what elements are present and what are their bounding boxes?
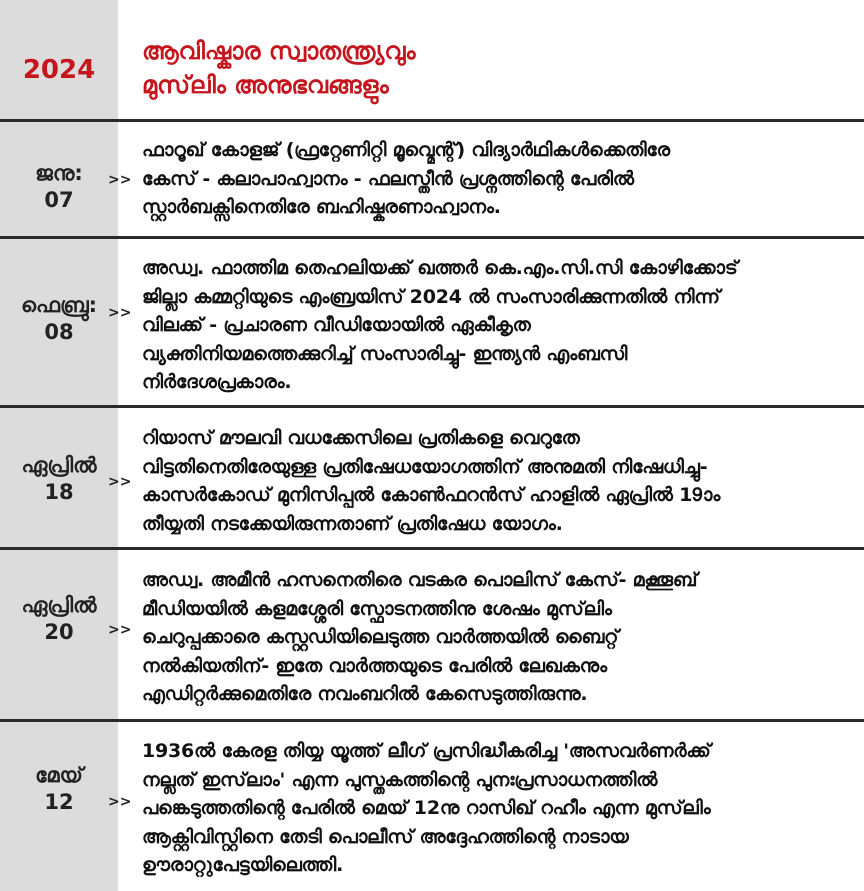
date-column-background <box>0 0 118 891</box>
entry-text <box>142 737 857 880</box>
entry-date-number: 08 <box>44 320 74 344</box>
entry-line: സ്റ്റാർബക്സിനെതിരേ ബഹിഷ്കരണാഹ്വാനം. <box>142 196 501 218</box>
row-divider <box>0 719 864 722</box>
entry-date-number: 07 <box>44 188 74 212</box>
arrow-marker: >> <box>108 305 132 321</box>
entry-date <box>0 762 118 816</box>
entry-date-number: 12 <box>44 790 74 814</box>
entry-text <box>142 566 857 709</box>
entry-text <box>142 136 857 222</box>
arrow-marker: >> <box>108 172 132 188</box>
entry-date-number: 20 <box>44 620 74 644</box>
entry-text <box>142 254 857 397</box>
row-divider <box>0 119 864 122</box>
entry-line: ഊരാറ്റുപേട്ടയിലെത്തി. <box>142 854 344 876</box>
entry-date <box>0 592 118 646</box>
entry-line: റിയാസ് മൗലവി വധക്കേസിലെ പ്രതികളെ വെറുതേ <box>142 427 580 449</box>
header-title-line: ആവിഷ്കാര സ്വാതന്ത്ര്യവും <box>142 37 416 65</box>
entry-line: 1936ൽ കേരള തിയ്യ യൂത്ത് ലീഗ് പ്രസിദ്ധീകരിച്ച 'അസവർണർക്ക് <box>142 740 711 762</box>
entry-line: കാസർകോഡ് മുനിസിപ്പൽ കോൺഫറൻസ് ഹാളിൽ ഏപ്രിൽ 19ാം <box>142 484 721 506</box>
row-divider <box>0 547 864 550</box>
entry-line: അഡ്വ. അമീൻ ഹസനെതിരെ വടകര പൊലിസ് കേസ്- മക്തൂബ് <box>142 569 698 591</box>
entry-line: ആക്റ്റിവിസ്റ്റിനെ തേടി പൊലീസ് അദ്ദേഹത്തിന്റെ നാടായ <box>142 825 629 848</box>
entry-text <box>142 424 857 538</box>
row-divider <box>0 236 864 239</box>
entry-line: വിട്ടതിനെതിരേയുള്ള പ്രതിഷേധയോഗത്തിന് അനുമതി നിഷേധിച്ചു- <box>142 455 708 478</box>
entry-line: ജില്ലാ കമ്മറ്റിയുടെ എംബ്രയിസ് 2024 ൽ സംസാരിക്കുന്നതിൽ നിന്ന് <box>142 285 720 308</box>
entry-date <box>0 292 118 346</box>
entry-line: നൽകിയതിന്- ഇതേ വാർത്തയുടെ പേരിൽ ലേഖകനും <box>142 654 607 677</box>
entry-date-number: 18 <box>44 480 74 504</box>
header-title <box>142 34 842 102</box>
entry-line: ചെറുപ്പക്കാരെ കസ്റ്റഡിയിലെടുത്ത വാർത്തയിൽ ബൈറ്റ് <box>142 626 619 648</box>
entry-line: വിലക്ക് - പ്രചാരണ വീഡിയോയിൽ ഏകീകൃത <box>142 314 531 336</box>
entry-line: നിർദേശപ്രകാരം. <box>142 371 292 393</box>
entry-date-label: ജനു: <box>35 161 83 185</box>
arrow-marker: >> <box>108 474 132 490</box>
entry-date-label: ഏപ്രിൽ <box>21 453 97 477</box>
entry-line: എഡിറ്റർക്കുമെതിരേ നവംബറിൽ കേസെടുത്തിരുന്നു. <box>142 683 588 705</box>
header-title-line: മുസ്‌ലിം അനുഭവങ്ങളും <box>142 71 389 99</box>
entry-line: ഫാറൂഖ് കോളജ് (ഫ്രറ്റേണിറ്റി മൂവ്മെന്റ്) വിദ്യാർഥികൾക്കെതിരേ <box>142 139 670 161</box>
entry-line: പങ്കെടുത്തതിന്റെ പേരിൽ മെയ് 12നു റാസിഖ് റഹീം എന്ന മുസ്‌ലിം <box>142 797 711 819</box>
entry-date-label: ഫെബ്രു: <box>20 293 98 317</box>
entry-date-label: ഏപ്രിൽ <box>21 593 97 617</box>
arrow-marker: >> <box>108 794 132 810</box>
entry-line: കേസ് - കലാപാഹ്വാനം - ഫലസ്തീൻ പ്രശ്നത്തിന്റെ പേരിൽ <box>142 167 634 190</box>
entry-line: മീഡിയയിൽ കളമശ്ശേരി സ്ഫോടനത്തിനു ശേഷം മുസ്‌ലിം <box>142 597 612 620</box>
entry-line: അഡ്വ. ഫാത്തിമ തെഹലിയക്ക് ഖത്തർ കെ.എം.സി.സി കോഴിക്കോട് <box>142 257 738 279</box>
entry-date <box>0 160 118 214</box>
header-year: 2024 <box>22 55 96 85</box>
entry-line: നല്ലത് ഇസ്‌ലാം' എന്ന പുസ്തകത്തിന്റെ പുനഃപ്രസാധനത്തിൽ <box>142 768 658 791</box>
row-divider <box>0 405 864 408</box>
entry-date <box>0 452 118 506</box>
entry-date-label: മേയ് <box>35 763 83 787</box>
entry-line: വ്യക്തിനിയമത്തെക്കുറിച്ച് സംസാരിച്ചു- ഇന്ത്യൻ എംബസി <box>142 342 628 365</box>
arrow-marker: >> <box>108 622 132 638</box>
entry-line: തീയ്യതി നടക്കേയിരുന്നതാണ് പ്രതിഷേധ യോഗം. <box>142 512 563 535</box>
